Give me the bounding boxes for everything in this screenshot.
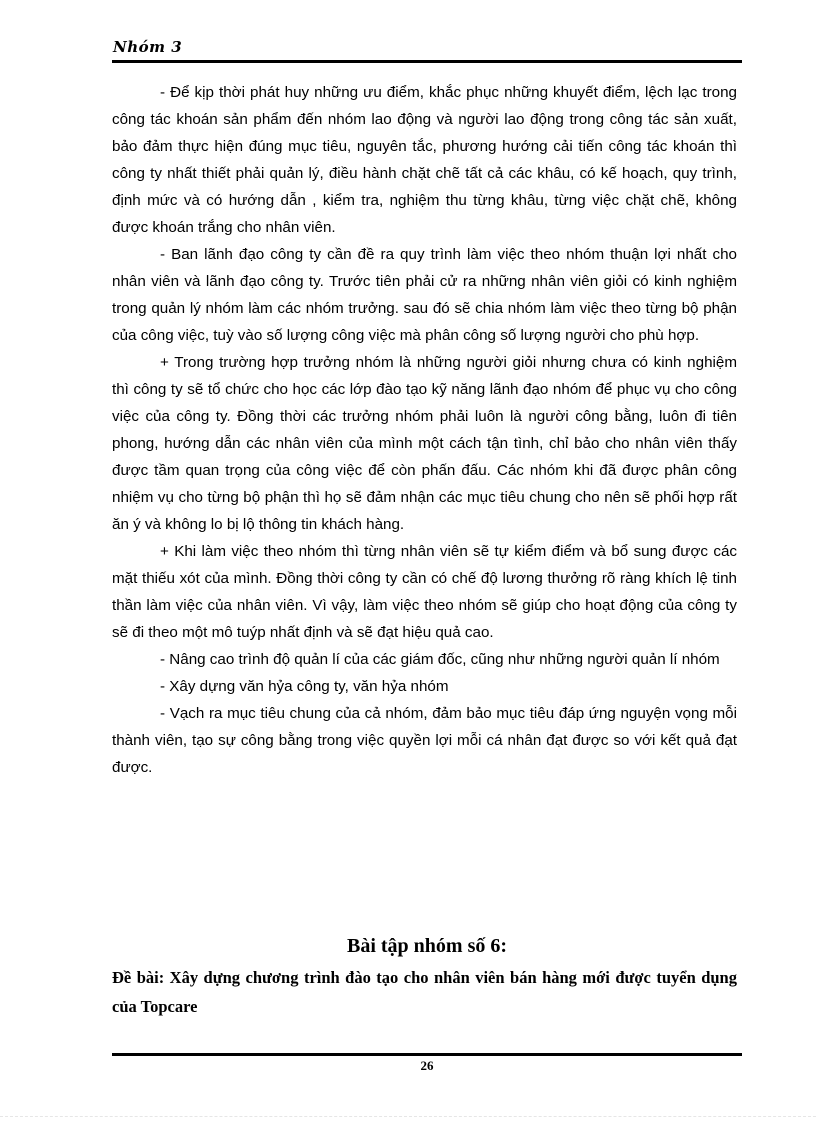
paragraph: + Khi làm việc theo nhóm thì từng nhân viên sẽ tự kiểm điểm và bổ sung được các mặt thiếu xót của mình. Đồng thời công ty cần có chế độ lương thưởng rõ ràng khích lệ tinh thần làm việc của nhân viên. Vì vậy, làm việc theo nhóm sẽ giúp cho hoạt động của công ty sẽ đi theo một mô tuýp nhất định và sẽ đạt hiệu quả cao. [112,543,737,641]
paragraph: - Vạch ra mục tiêu chung của cả nhóm, đảm bảo mục tiêu đáp ứng nguyện vọng mỗi thành viên, tạo sự công bằng trong việc quyền lợi mỗi cá nhân đạt được so với kết quả đạt được. [112,705,737,776]
paragraph: - Ban lãnh đạo công ty cần đề ra quy trình làm việc theo nhóm thuận lợi nhất cho nhân viên và lãnh đạo công ty. Trước tiên phải cử ra những nhân viên giỏi có kinh nghiệm trong quản lý nhóm làm các nhóm trưởng. sau đó sẽ chia nhóm làm việc theo từng bộ phận của công việc, tuỳ vào số lượng công việc mà phân công số lượng người cho phù hợp. [112,246,737,344]
page-edge-divider [0,1116,816,1117]
assignment-title: Đề bài: Xây dựng chương trình đào tạo cho nhân viên bán hàng mới được tuyển dụng của Topcare [112,968,737,1016]
section-heading: Bài tập nhóm số 6: [346,935,508,957]
body-text [112,79,737,781]
paragraph: - Để kịp thời phát huy những ưu điểm, khắc phục những khuyết điểm, lệch lạc trong công tác khoán sản phẩm đến nhóm lao động và người lao động trong công tác sản xuất, bảo đảm thực hiện đúng mục tiêu, nguyên tắc, phương hướng cải tiến công tác khoán thì công ty nhất thiết phải quản lý, điều hành chặt chẽ tất cả các khâu, có kế hoạch, quy trình, định mức và có hướng dẫn , kiểm tra, nghiệm thu từng khâu, từng việc chặt chẽ, không được khoán trắng cho nhân viên. [112,84,737,236]
paragraph: + Trong trường hợp trưởng nhóm là những người giỏi nhưng chưa có kinh nghiệm thì công ty sẽ tổ chức cho học các lớp đào tạo kỹ năng lãnh đạo nhóm để phục vụ cho công việc của công ty. Đồng thời các trưởng nhóm phải luôn là người công bằng, luôn đi tiên phong, hướng dẫn các nhân viên của mình một cách tận tình, chỉ bảo cho nhân viên thấy được tầm quan trọng của công việc để còn phấn đấu. Các nhóm khi đã được phân công nhiệm vụ cho từng bộ phận thì họ sẽ đảm nhận các mục tiêu chung cho nên sẽ phối hợp rất ăn ý và không lo bị lộ thông tin khách hàng. [112,354,737,533]
paragraph: - Xây dựng văn hỷa công ty, văn hỷa nhóm [160,678,449,695]
paragraph: - Nâng cao trình độ quản lí của các giám đốc, cũng như những người quản lí nhóm [160,651,720,668]
footer-divider [112,1053,742,1056]
header-title: Nhóm 3 [113,38,183,56]
page-number: 26 [420,1058,434,1073]
header-divider [112,60,742,63]
